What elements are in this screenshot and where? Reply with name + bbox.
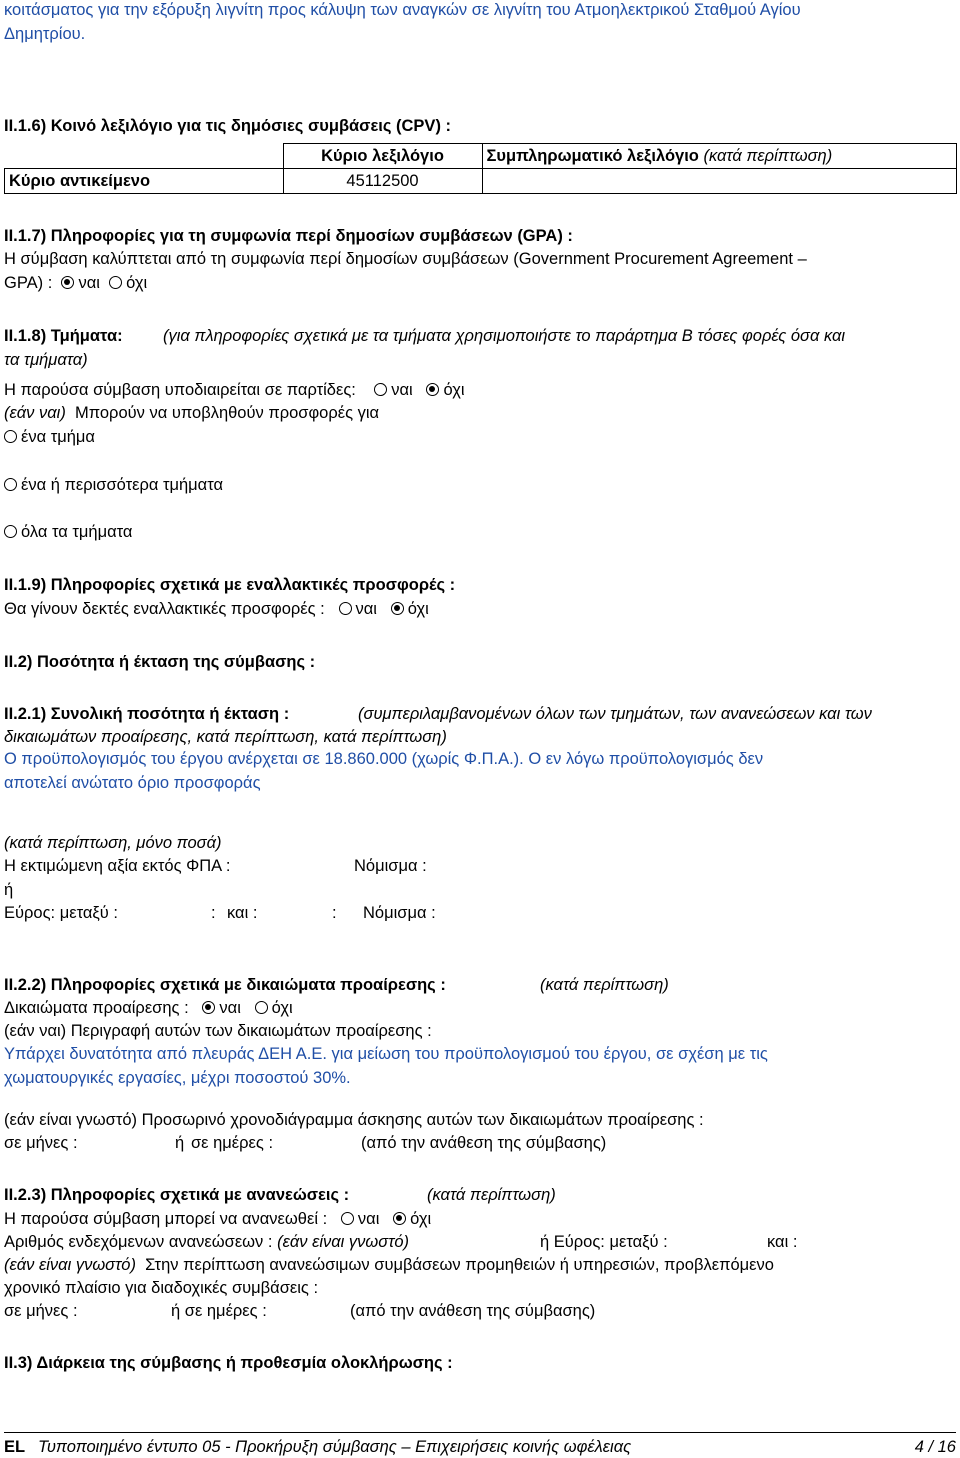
gpa-text-1: Η σύμβαση καλύπτεται από τη συμφωνία περί δημοσίων συμβάσεων (Government Procurement Agreement – [4,250,807,268]
lots-more-row [4,475,223,495]
gpa-yes-radio[interactable] [61,276,74,289]
lots-one-row [4,427,95,447]
intro-line-2: Δημητρίου. [4,25,86,43]
range-and: και : [227,904,258,922]
renewals-note: (κατά περίπτωση) [427,1186,556,1204]
budget-line-2: αποτελεί ανώτατο όριο προσφοράς [4,774,261,792]
lots-all-row [4,522,132,542]
gpa-no-radio[interactable] [109,276,122,289]
lots-no-label: όχι [443,381,465,399]
total-heading: ΙΙ.2.1) Συνολική ποσότητα ή έκταση : [4,705,290,723]
renewals-range: ή Εύρος: μεταξύ : [540,1233,668,1251]
renewals-count-row [4,1232,409,1252]
lots-if-yes: (εάν ναι) [4,404,66,422]
range-colon-2: : [332,904,337,922]
renewals-days: ή σε ημέρες : [171,1302,267,1320]
lots-more-label: ένα ή περισσότερα τμήματα [21,476,224,494]
cpv-code: 45112500 [283,169,482,194]
options-desc: (εάν ναι) Περιγραφή αυτών των δικαιωμάτων προαίρεσης : [4,1022,432,1040]
renewals-no-radio[interactable] [393,1212,406,1225]
options-blue-1: Υπάρχει δυνατότητα από πλευράς ΔΕΗ Α.Ε. για μείωση του προϋπολογισμού του έργου, σε σχέση με τις [4,1045,768,1063]
options-yes-label: ναι [219,999,241,1017]
lots-note-2: τα τμήματα) [4,351,88,369]
cpv-supp-note: (κατά περίπτωση) [703,146,833,165]
estimated-value: Η εκτιμώμενη αξία εκτός ΦΠΑ : [4,857,231,875]
renewals-and: και : [767,1233,798,1251]
gpa-no-label: όχι [126,274,148,292]
gpa-heading: ΙΙ.1.7) Πληροφορίες για τη συμφωνία περί δημοσίων συμβάσεων (GPA) : [4,227,573,245]
quantity-heading: ΙΙ.2) Ποσότητα ή έκταση της σύμβασης : [4,653,316,671]
variants-no-label: όχι [407,600,429,618]
lots-tenders-row [4,403,379,423]
variants-no-radio[interactable] [391,602,404,615]
total-note-2: δικαιωμάτων προαίρεσης, κατά περίπτωση, κατά περίπτωση) [4,728,447,746]
lots-yes-radio[interactable] [374,383,387,396]
renewals-count: Αριθμός ενδεχόμενων ανανεώσεων : [4,1233,273,1251]
lots-divided-row [4,380,465,400]
estimated-currency: Νόμισμα : [354,857,427,875]
renewals-from-award: (από την ανάθεση της σύμβασης) [350,1302,596,1320]
variants-yes-label: ναι [355,600,377,618]
renewals-renewable: Η παρούσα σύμβαση μπορεί να ανανεωθεί : [4,1210,328,1228]
variants-row [4,599,429,619]
options-note: (κατά περίπτωση) [540,976,669,994]
options-label: Δικαιώματα προαίρεσης : [4,999,189,1017]
only-amounts: (κατά περίπτωση, μόνο ποσά) [4,834,222,852]
quantity-or: ή [4,881,14,899]
cpv-main-vocab: Κύριο λεξιλόγιο [321,146,444,165]
lots-all-radio[interactable] [4,525,17,538]
lots-all-label: όλα τα τμήματα [21,523,133,541]
options-or: ή [175,1134,185,1152]
footer-title: Τυποποιημένο έντυπο 05 - Προκήρυξη σύμβασης – Επιχειρήσεις κοινής ωφέλειας [38,1438,632,1456]
variants-question: Θα γίνουν δεκτές εναλλακτικές προσφορές : [4,600,325,618]
renewals-if-known-2: (εάν είναι γνωστό) [4,1256,136,1274]
gpa-yes-label: ναι [78,274,100,292]
lots-one-radio[interactable] [4,430,17,443]
cpv-supp-vocab: Συμπληρωματικό λεξιλόγιο [486,146,699,165]
lots-yes-label: ναι [391,381,413,399]
options-blue-2: χωματουργικές εργασίες, μέχρι ποσοστού 30%. [4,1069,351,1087]
total-note-1: (συμπεριλαμβανομένων όλων των τμημάτων, των ανανεώσεων και των [358,705,872,723]
lots-divided: Η παρούσα σύμβαση υποδιαιρείται σε παρτίδες: [4,381,356,399]
options-heading: ΙΙ.2.2) Πληροφορίες σχετικά με δικαιώματα προαίρεσης : [4,976,446,994]
lots-more-radio[interactable] [4,478,17,491]
cpv-heading: ΙΙ.1.6) Κοινό λεξιλόγιο για τις δημόσιες συμβάσεις (CPV) : [4,117,452,135]
cpv-main-object: Κύριο αντικείμενο [5,169,284,194]
options-from-award: (από την ανάθεση της σύμβασης) [361,1134,607,1152]
options-yes-radio[interactable] [202,1001,215,1014]
options-no-radio[interactable] [255,1001,268,1014]
lots-note-1: (για πληροφορίες σχετικά με τα τμήματα χρησιμοποιήστε το παράρτημα Β τόσες φορές όσα και [163,327,846,345]
gpa-options [4,273,147,293]
footer-page: 4 / 16 [914,1438,956,1456]
options-row [4,998,293,1018]
footer-divider [4,1432,956,1433]
gpa-text-2: GPA) : [4,274,53,292]
range-currency: Νόμισμα : [363,904,436,922]
lots-heading: ΙΙ.1.8) Τμήματα: [4,327,123,345]
lots-one-label: ένα τμήμα [21,428,95,446]
range-label: Εύρος: μεταξύ : [4,904,118,922]
renewals-no-label: όχι [410,1210,432,1228]
renewals-if-known: (εάν είναι γνωστό) [277,1233,410,1251]
lots-tenders-for: Μπορούν να υποβληθούν προσφορές για [74,404,380,422]
budget-line-1: Ο προϋπολογισμός του έργου ανέρχεται σε 18.860.000 (χωρίς Φ.Π.Α.). Ο εν λόγω προϋπολογισμός δεν [4,750,764,768]
renewals-timeframe-1: Στην περίπτωση ανανεώσιμων συμβάσεων προμηθειών ή υπηρεσιών, προβλεπόμενο [145,1256,774,1274]
renewals-row [4,1209,431,1229]
variants-heading: ΙΙ.1.9) Πληροφορίες σχετικά με εναλλακτικές προσφορές : [4,576,456,594]
renewals-months: σε μήνες : [4,1302,78,1320]
renewals-heading: ΙΙ.2.3) Πληροφορίες σχετικά με ανανεώσεις : [4,1186,350,1204]
options-days: σε ημέρες : [191,1134,274,1152]
options-no-label: όχι [271,999,293,1017]
renewals-yes-radio[interactable] [341,1212,354,1225]
cpv-table [4,143,957,194]
options-schedule: (εάν είναι γνωστό) Προσωρινό χρονοδιάγραμμα άσκησης αυτών των δικαιωμάτων προαίρεσης : [4,1111,704,1129]
variants-yes-radio[interactable] [339,602,352,615]
renewals-yes-label: ναι [357,1210,380,1228]
options-months: σε μήνες : [4,1134,78,1152]
intro-line-1: κοιτάσματος για την εξόρυξη λιγνίτη προς κάλυψη των αναγκών σε λιγνίτη του Ατμοηλεκτρικού Σταθμού Αγίου [4,1,801,19]
lots-no-radio[interactable] [426,383,439,396]
renewals-timeframe-2: χρονικό πλαίσιο για διαδοχικές συμβάσεις : [4,1279,319,1297]
range-colon: : [211,904,216,922]
duration-heading: ΙΙ.3) Διάρκεια της σύμβασης ή προθεσμία ολοκλήρωσης : [4,1354,453,1372]
renewals-timeframe-row [4,1255,774,1275]
footer-lang: EL [4,1438,26,1456]
